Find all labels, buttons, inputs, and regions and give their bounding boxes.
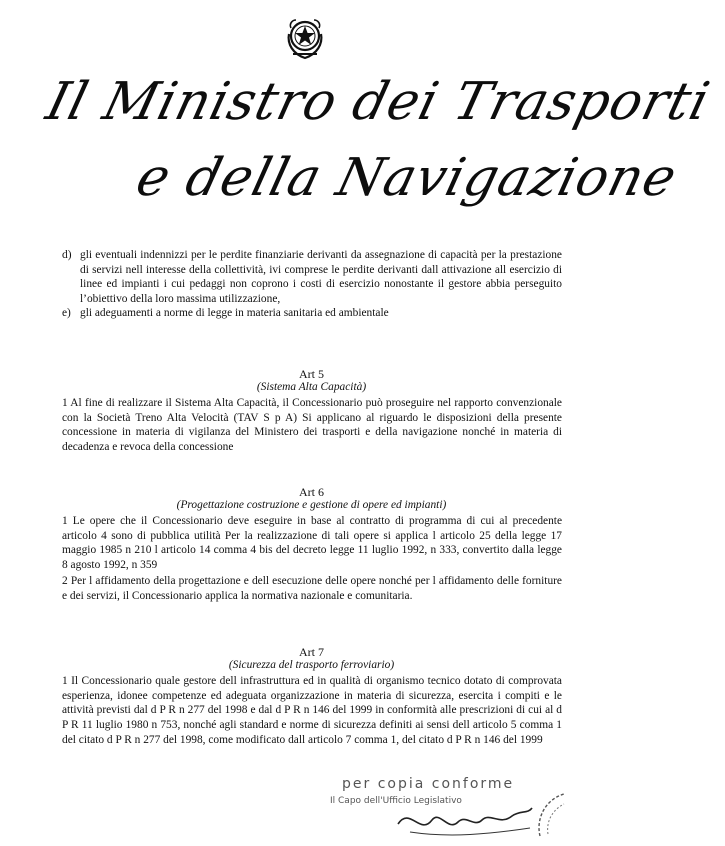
article-6-paragraph-2: 2 Per l affidamento della progettazione e dell esecuzione delle opere nonché per l affidamento delle forniture e dei servizi, il Concessionario applica la normativa nazionale e comunitaria. xyxy=(62,575,562,602)
article-5-paragraph-1: 1 Al fine di realizzare il Sistema Alta Capacità, il Concessionario può proseguire nel rapporto convenzionale con la Società Treno Alta Velocità (TAV S p A) Si applicano al riguardo le disposizioni della presente concessione in materia di vigilanza del Ministero dei trasporti e della navigazione nonché in materia di decadenza e revoca della concessione xyxy=(62,397,562,454)
article-7-subtitle: (Sicurezza del trasporto ferroviario) xyxy=(228,659,395,671)
stamp-line-2: Il Capo dell'Ufficio Legislativo xyxy=(330,796,462,806)
signature-icon xyxy=(390,802,540,842)
list-items xyxy=(62,248,562,321)
list-item-text: gli adeguamenti a norme di legge in materia sanitaria ed ambientale xyxy=(80,307,389,320)
list-item-label: d) xyxy=(62,249,72,261)
article-7-paragraph-1: 1 Il Concessionario quale gestore dell infrastruttura ed in qualità di organismo tecnico dotato di comprovata esperienza, idonee competenze ed adeguata organizzazione in materia di sicurezza, esercita i compiti e le attività previsti dal d P R n 277 del 1998 e dal d P R n 146 del 1999 in conformità alle prescrizioni di cui al d P R 11 luglio 1980 n 753, nonché agli standard e norme di sicurezza definiti ai sensi dell articolo 5 comma 1 del citato d P R n 277 del 1998, come modificato dall articolo 7 comma 1, del citato d P R n 146 del 1999 xyxy=(62,675,562,746)
list-item-text: gli eventuali indennizzi per le perdite finanziarie derivanti da assegnazione di capacità per la prestazione di servizi nell interesse della collettività, ivi comprese le perdite derivanti dall attivazione all esercizio di linee ed impianti i cui pedaggi non coprono i costi di esercizio nonostante il gestore abbia perseguito l’obiettivo della loro massima utilizzazione, xyxy=(80,249,562,305)
article-6-subtitle: (Progettazione costruzione e gestione di opere ed impianti) xyxy=(176,499,447,511)
official-seal-icon xyxy=(534,790,590,842)
article-6-paragraph-1: 1 Le opere che il Concessionario deve eseguire in base al contratto di programma di cui al precedente articolo 4 sono di pubblica utilità Per la realizzazione di tali opere si applica l articolo 25 della legge 17 maggio 1985 n 210 l articolo 14 comma 4 bis del decreto legge 11 luglio 1992, n 333, convertito dalla legge 8 agosto 1992, n 359 xyxy=(62,515,562,572)
article-5-title: Art 5 xyxy=(299,367,324,381)
list-item xyxy=(62,306,562,321)
republic-emblem-icon xyxy=(283,14,327,62)
ministry-heading-line-2: e della Navigazione xyxy=(130,148,684,208)
stamp-line-1: per copia conforme xyxy=(342,776,515,792)
ministry-heading-line-1: Il Ministro dei Trasporti xyxy=(40,72,716,132)
certified-copy-stamp xyxy=(330,776,600,842)
article-6-title: Art 6 xyxy=(299,485,324,499)
article-7-title: Art 7 xyxy=(299,645,324,659)
list-item xyxy=(62,248,562,306)
article-5-subtitle: (Sistema Alta Capacità) xyxy=(256,381,367,393)
list-item-label: e) xyxy=(62,307,71,320)
